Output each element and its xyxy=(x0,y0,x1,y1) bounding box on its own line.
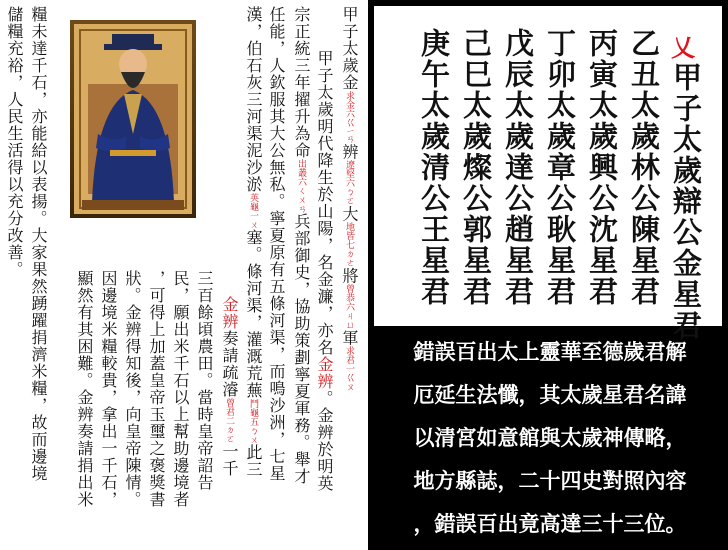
text-column-1 xyxy=(340,6,358,391)
text-line: 狀。金辨得知後，向皇帝陳情。 xyxy=(123,270,142,508)
text-line: 甲子太歲金 xyxy=(340,6,359,91)
caption-block xyxy=(380,330,720,545)
text-line: 辨 xyxy=(340,143,359,161)
text-line: 甲子太歲明代降生於山陽，名金濂，亦名 xyxy=(315,50,334,356)
name-highlight: 金辨 xyxy=(315,356,334,390)
caption-line: 厄延生法懺，其太歲星君名諱 xyxy=(413,382,687,407)
right-page xyxy=(368,0,728,550)
caption-line: 錯誤百出太上靈華至德歲君解 xyxy=(413,339,687,364)
text-column-7 xyxy=(196,270,213,491)
tai-sui-name: 丁卯太歲章公耿星君 xyxy=(543,28,577,307)
tai-sui-name: 戊辰太歲達公趙星君 xyxy=(501,28,535,307)
text-line: 顯然有其困難。金辨奏請捐出米 xyxy=(75,270,94,508)
text-column-14 xyxy=(6,6,23,278)
text-line: 。金辨於明英 xyxy=(315,390,334,492)
caption-line: 地方縣誌，二十四史對照內容 xyxy=(413,468,687,493)
text-line: 民，願出米千石以上幫助邊境者 xyxy=(171,270,190,508)
text-column-6 xyxy=(220,296,238,477)
annotation: 曾君二ㄉㄛ xyxy=(224,398,234,443)
text-line: 三百餘頃農田。當時皇帝詔告 xyxy=(195,270,214,491)
text-line: 大 xyxy=(340,205,359,223)
tai-sui-name: 己巳太歲燦公郭星君 xyxy=(459,28,493,307)
text-column-8 xyxy=(172,270,189,508)
text-line: 此三 xyxy=(244,444,263,478)
text-line: 宗正統三年擢升為命 xyxy=(292,6,311,159)
text-line: 兵部御史，協助策劃寧夏軍務。舉才 xyxy=(292,213,311,485)
tai-sui-name: 乙丑太歲林公陳星君 xyxy=(627,28,661,307)
annotation: 曾恭六ㄐㄩ xyxy=(344,284,354,330)
name-highlight: 金辨 xyxy=(220,296,239,330)
tai-sui-name: 甲子太歲辯公金星君 xyxy=(669,62,703,341)
text-line: ，可得上加蓋皇帝玉璽之褒獎書 xyxy=(147,270,166,508)
caption-line: ，錯誤百出竟高達三十三位。 xyxy=(413,511,687,536)
text-column-13 xyxy=(30,6,47,482)
tai-sui-name: 丙寅太歲興公沈星君 xyxy=(585,28,619,307)
tai-sui-name-list xyxy=(374,6,722,341)
text-line: 糧未達千石，亦能給以表揚。大家果然踴躍捐濟米糧，故而邊境 xyxy=(29,6,48,482)
text-line: 任能，人欽服其大公無私。 xyxy=(267,6,286,210)
annotation: 求君一巜ㄡ xyxy=(344,346,354,392)
portrait-frame xyxy=(70,20,196,218)
annotation: 六巜ㄧㄢ xyxy=(344,109,354,144)
annotation: 遼堅六ㄅㄛ xyxy=(344,160,354,206)
text-column-11 xyxy=(100,270,117,508)
annotation: 鬥龜五ㄅㄨ xyxy=(248,399,258,444)
text-line: 因邊境米糧較貴，拿出一千石， xyxy=(99,270,118,508)
text-line: 寧夏原有五條河渠，而鳴沙洲，七星 xyxy=(267,210,286,482)
text-line: 條河渠，灌溉荒蕪 xyxy=(244,263,263,399)
text-column-10 xyxy=(124,270,141,508)
text-column-5 xyxy=(244,6,262,478)
text-column-3 xyxy=(292,6,310,485)
annotation: 求金 xyxy=(344,91,354,109)
annotation: 英龜一ㄨ xyxy=(248,193,258,229)
text-line: 儲糧充裕，人民生活得以充分改善。 xyxy=(5,6,24,278)
text-column-2 xyxy=(316,50,333,492)
text-column-9 xyxy=(148,270,165,508)
red-x-mark: 乂 xyxy=(671,34,695,62)
text-line: 軍 xyxy=(340,329,359,347)
text-line: 塞。 xyxy=(244,229,263,263)
annotation: 地皆七ㄉㄜ xyxy=(344,222,354,268)
text-line: 將 xyxy=(340,267,359,285)
tai-sui-portrait xyxy=(74,24,192,214)
text-line: 奏請疏濬 xyxy=(220,330,239,398)
text-column-12 xyxy=(76,270,93,508)
text-line: 漢，伯石灰三河渠泥沙淤 xyxy=(244,6,263,193)
text-column-4 xyxy=(268,6,285,482)
annotation: 出叢六ㄑㄨㄢ xyxy=(296,159,306,213)
caption-line: 以清宮如意館與太歲神傳略， xyxy=(413,425,687,450)
tai-sui-name: 庚午太歲清公王星君 xyxy=(417,28,451,307)
text-line: 一千 xyxy=(220,443,239,477)
tai-sui-figure-image xyxy=(74,24,192,214)
